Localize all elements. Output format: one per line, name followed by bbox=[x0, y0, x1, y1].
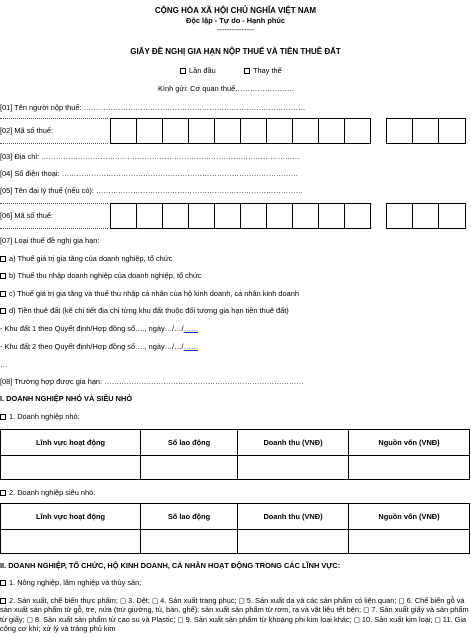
digit-box[interactable] bbox=[439, 203, 466, 229]
sector-agriculture-label: 1. Nông nghiệp, lâm nghiệp và thủy sản; bbox=[9, 578, 142, 587]
extension-case-field[interactable]: [08] Trường hợp được gia hạn: ……………………………………………………………………… bbox=[0, 377, 304, 386]
land-plot-2-label: - Khu đất 2 theo Quyết định/Hợp đồng số…., ngày…/…/ bbox=[0, 342, 184, 351]
tax-type-a[interactable] bbox=[0, 254, 172, 263]
tax-code-grid[interactable] bbox=[110, 118, 466, 144]
digit-box[interactable] bbox=[189, 203, 215, 229]
table-row bbox=[1, 530, 470, 554]
tax-type-d-label: d) Tiền thuê đất (kê chi tiết địa chỉ từng khu đất thuộc đối tượng gia hạn tiền thuê đất) bbox=[9, 306, 289, 315]
checkbox-icon[interactable] bbox=[0, 256, 6, 262]
small-business-option[interactable] bbox=[0, 412, 80, 421]
tax-type-c-label: c) Thuế giá trị gia tăng và thuế thu nhập cá nhân của hộ kinh doanh, cá nhân kinh doanh bbox=[9, 289, 299, 298]
digit-box[interactable] bbox=[163, 203, 189, 229]
digit-box[interactable] bbox=[293, 118, 319, 144]
micro-business-option[interactable] bbox=[0, 488, 95, 497]
checkbox-icon[interactable] bbox=[0, 414, 6, 420]
sector-list-text: 2. Sản xuất, chế biến thực phẩm; ◻ 3. Dệt; ◻ 4. Sản xuất trang phục; ◻ 5. Sản xuất da và các sản phẩm có liên quan; ◻ 6. Chế biến gỗ và sản xuất sản phẩm từ gỗ, tre, nứa (trừ giường, tủ, bàn, ghế); sản xuất sản phẩm từ rơm, rạ và vật liệu tết bện; ◻ 7. Sản xuất giấy và sản phẩm từ giấy; ◻ 8. Sản xuất sản phẩm từ cao su và Plastic; ◻ 9. Sản xuất sản phẩm từ khoáng phi kim loại khác; ◻ 10. Sản xuất kim loại; ◻ 11. Gia công cơ khí; xử lý và tráng phủ kim bbox=[0, 596, 469, 633]
replacement-option[interactable] bbox=[244, 66, 282, 75]
digit-box[interactable] bbox=[215, 118, 241, 144]
tax-agent-name-field[interactable]: [05] Tên đại lý thuế (nếu có): ………………………………………………………………………… bbox=[0, 186, 303, 195]
digit-box[interactable] bbox=[241, 203, 267, 229]
digit-box[interactable] bbox=[387, 118, 413, 144]
digit-box[interactable] bbox=[413, 118, 439, 144]
separator-line bbox=[0, 118, 108, 119]
digit-box[interactable] bbox=[189, 118, 215, 144]
column-header: Số lao động bbox=[141, 430, 238, 456]
table-cell[interactable] bbox=[141, 456, 238, 480]
addressee: Kính gửi: Cơ quan thuế…………………… bbox=[158, 84, 295, 93]
digit-box[interactable] bbox=[163, 118, 189, 144]
table-cell[interactable] bbox=[1, 530, 141, 554]
land-plot-2-date-fill[interactable]: …… bbox=[183, 342, 199, 351]
grid-gap bbox=[371, 203, 387, 229]
table-cell[interactable] bbox=[238, 456, 349, 480]
table-row bbox=[1, 456, 470, 480]
replacement-label: Thay thế bbox=[253, 66, 282, 75]
digit-box[interactable] bbox=[137, 118, 163, 144]
land-plot-1[interactable] bbox=[0, 324, 198, 333]
part-1-title: I. DOANH NGHIỆP NHỎ VÀ SIÊU NHỎ bbox=[0, 394, 133, 403]
land-plot-more: … bbox=[0, 360, 8, 369]
column-header: Doanh thu (VNĐ) bbox=[238, 430, 349, 456]
land-plot-1-date-fill[interactable]: …… bbox=[183, 324, 199, 333]
checkbox-icon[interactable] bbox=[0, 291, 6, 297]
micro-business-label: 2. Doanh nghiệp siêu nhỏ: bbox=[9, 488, 96, 497]
digit-box[interactable] bbox=[215, 203, 241, 229]
digit-box[interactable] bbox=[413, 203, 439, 229]
land-plot-1-label: - Khu đất 1 theo Quyết định/Hợp đồng số…., ngày…/…/ bbox=[0, 324, 184, 333]
digit-box[interactable] bbox=[267, 203, 293, 229]
tax-type-d[interactable] bbox=[0, 306, 289, 315]
address-field[interactable]: [03] Địa chỉ: …………………………………………………………………………………………… bbox=[0, 152, 300, 161]
checkbox-icon[interactable] bbox=[180, 68, 186, 74]
digit-box[interactable] bbox=[111, 118, 137, 144]
taxpayer-name-field[interactable]: [01] Tên người nộp thuế: ……………………………………………………………………………… bbox=[0, 103, 306, 112]
part-2-title: II. DOANH NGHIỆP, TỔ CHỨC, HỘ KINH DOANH, CÁ NHÂN HOẠT ĐỘNG TRONG CÁC LĨNH VỰC: bbox=[0, 561, 341, 570]
checkbox-icon[interactable] bbox=[0, 308, 6, 314]
digit-box[interactable] bbox=[111, 203, 137, 229]
column-header: Nguồn vốn (VNĐ) bbox=[349, 430, 470, 456]
checkbox-icon[interactable] bbox=[0, 273, 6, 279]
digit-box[interactable] bbox=[345, 118, 371, 144]
grid-gap bbox=[371, 118, 387, 144]
checkbox-icon[interactable] bbox=[0, 490, 6, 496]
digit-box[interactable] bbox=[267, 118, 293, 144]
column-header: Lĩnh vực hoạt động bbox=[1, 504, 141, 530]
table-cell[interactable] bbox=[238, 530, 349, 554]
tax-code-label: [02] Mã số thuế: bbox=[0, 126, 53, 135]
column-header: Số lao động bbox=[141, 504, 238, 530]
separator-line bbox=[0, 143, 108, 144]
digit-box[interactable] bbox=[241, 118, 267, 144]
tax-type-title: [07] Loại thuế đề nghị gia hạn: bbox=[0, 236, 100, 245]
digit-box[interactable] bbox=[137, 203, 163, 229]
agent-tax-code-label: [06] Mã số thuế: bbox=[0, 211, 53, 220]
digit-box[interactable] bbox=[293, 203, 319, 229]
small-business-table bbox=[0, 429, 470, 480]
motto: Độc lập - Tự do - Hạnh phúc bbox=[186, 16, 285, 25]
table-cell[interactable] bbox=[141, 530, 238, 554]
country-name: CỘNG HÒA XÃ HỘI CHỦ NGHĨA VIỆT NAM bbox=[154, 6, 317, 15]
tax-type-c[interactable] bbox=[0, 289, 299, 298]
digit-box[interactable] bbox=[319, 118, 345, 144]
column-header: Doanh thu (VNĐ) bbox=[238, 504, 349, 530]
small-business-label: 1. Doanh nghiệp nhỏ: bbox=[9, 412, 80, 421]
phone-field[interactable]: [04] Số điện thoại: …………………………………………………………………………………… bbox=[0, 169, 299, 178]
column-header: Nguồn vốn (VNĐ) bbox=[349, 504, 470, 530]
header-rule: --------------- bbox=[217, 25, 254, 34]
table-cell[interactable] bbox=[1, 456, 141, 480]
checkbox-icon[interactable] bbox=[244, 68, 250, 74]
table-header-row bbox=[1, 430, 470, 456]
first-time-option[interactable] bbox=[180, 66, 216, 75]
table-header-row bbox=[1, 504, 470, 530]
tax-type-b[interactable] bbox=[0, 271, 202, 280]
first-time-label: Lần đầu bbox=[189, 66, 216, 75]
separator-line bbox=[0, 228, 108, 229]
form-title: GIẤY ĐỀ NGHỊ GIA HẠN NỘP THUẾ VÀ TIỀN THUÊ ĐẤT bbox=[130, 47, 341, 56]
digit-box[interactable] bbox=[319, 203, 345, 229]
column-header: Lĩnh vực hoạt động bbox=[1, 430, 141, 456]
land-plot-2[interactable] bbox=[0, 342, 198, 351]
digit-box[interactable] bbox=[345, 203, 371, 229]
sector-agriculture[interactable] bbox=[0, 578, 141, 587]
agent-tax-code-grid[interactable] bbox=[110, 203, 466, 229]
micro-business-table bbox=[0, 503, 470, 554]
table-cell[interactable] bbox=[349, 456, 470, 480]
table-cell[interactable] bbox=[349, 530, 470, 554]
sector-list[interactable] bbox=[0, 596, 469, 638]
tax-type-a-label: a) Thuế giá trị gia tăng của doanh nghiệp, tổ chức bbox=[9, 254, 173, 263]
tax-type-b-label: b) Thuế thu nhập doanh nghiệp của doanh nghiệp, tổ chức bbox=[9, 271, 202, 280]
digit-box[interactable] bbox=[387, 203, 413, 229]
separator-line bbox=[0, 203, 108, 204]
checkbox-icon[interactable] bbox=[0, 580, 6, 586]
checkbox-icon[interactable] bbox=[0, 598, 6, 604]
digit-box[interactable] bbox=[439, 118, 466, 144]
